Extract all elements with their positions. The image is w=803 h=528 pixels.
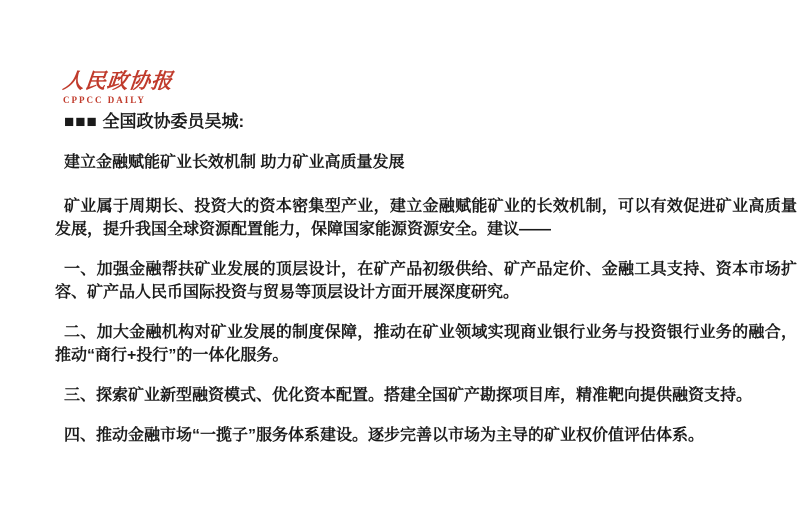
newspaper-masthead: [63, 70, 173, 105]
newspaper-logo-subtitle: CPPCC DAILY: [63, 95, 146, 105]
article-paragraph: 二、加大金融机构对矿业发展的制度保障，推动在矿业领域实现商业银行业务与投资银行业务的融合，推动“商行+投行”的一体化服务。: [55, 324, 797, 364]
article-body: [55, 195, 797, 447]
article-paragraph: 四、推动金融市场“一揽子”服务体系建设。逐步完善以市场为主导的矿业权价值评估体系。: [64, 427, 705, 444]
byline-squares-icon: ■■■: [64, 112, 98, 131]
article-byline: [64, 112, 797, 132]
newspaper-logo: 人民政协报: [61, 68, 175, 93]
article-paragraph: 三、探索矿业新型融资模式、优化资本配置。搭建全国矿产勘探项目库，精准靶向提供融资支持。: [64, 387, 753, 404]
article-content: [55, 112, 797, 464]
article-title: 建立金融赋能矿业长效机制 助力矿业高质量发展: [64, 154, 405, 171]
article-paragraph: 一、加强金融帮扶矿业发展的顶层设计，在矿产品初级供给、矿产品定价、金融工具支持、资本市场扩容、矿产品人民币国际投资与贸易等顶层设计方面开展深度研究。: [55, 261, 797, 301]
article-paragraph: 矿业属于周期长、投资大的资本密集型产业，建立金融赋能矿业的长效机制，可以有效促进矿业高质量发展，提升我国全球资源配置能力，保障国家能源资源安全。建议——: [55, 198, 797, 238]
byline-text: 全国政协委员吴城:: [102, 112, 245, 131]
